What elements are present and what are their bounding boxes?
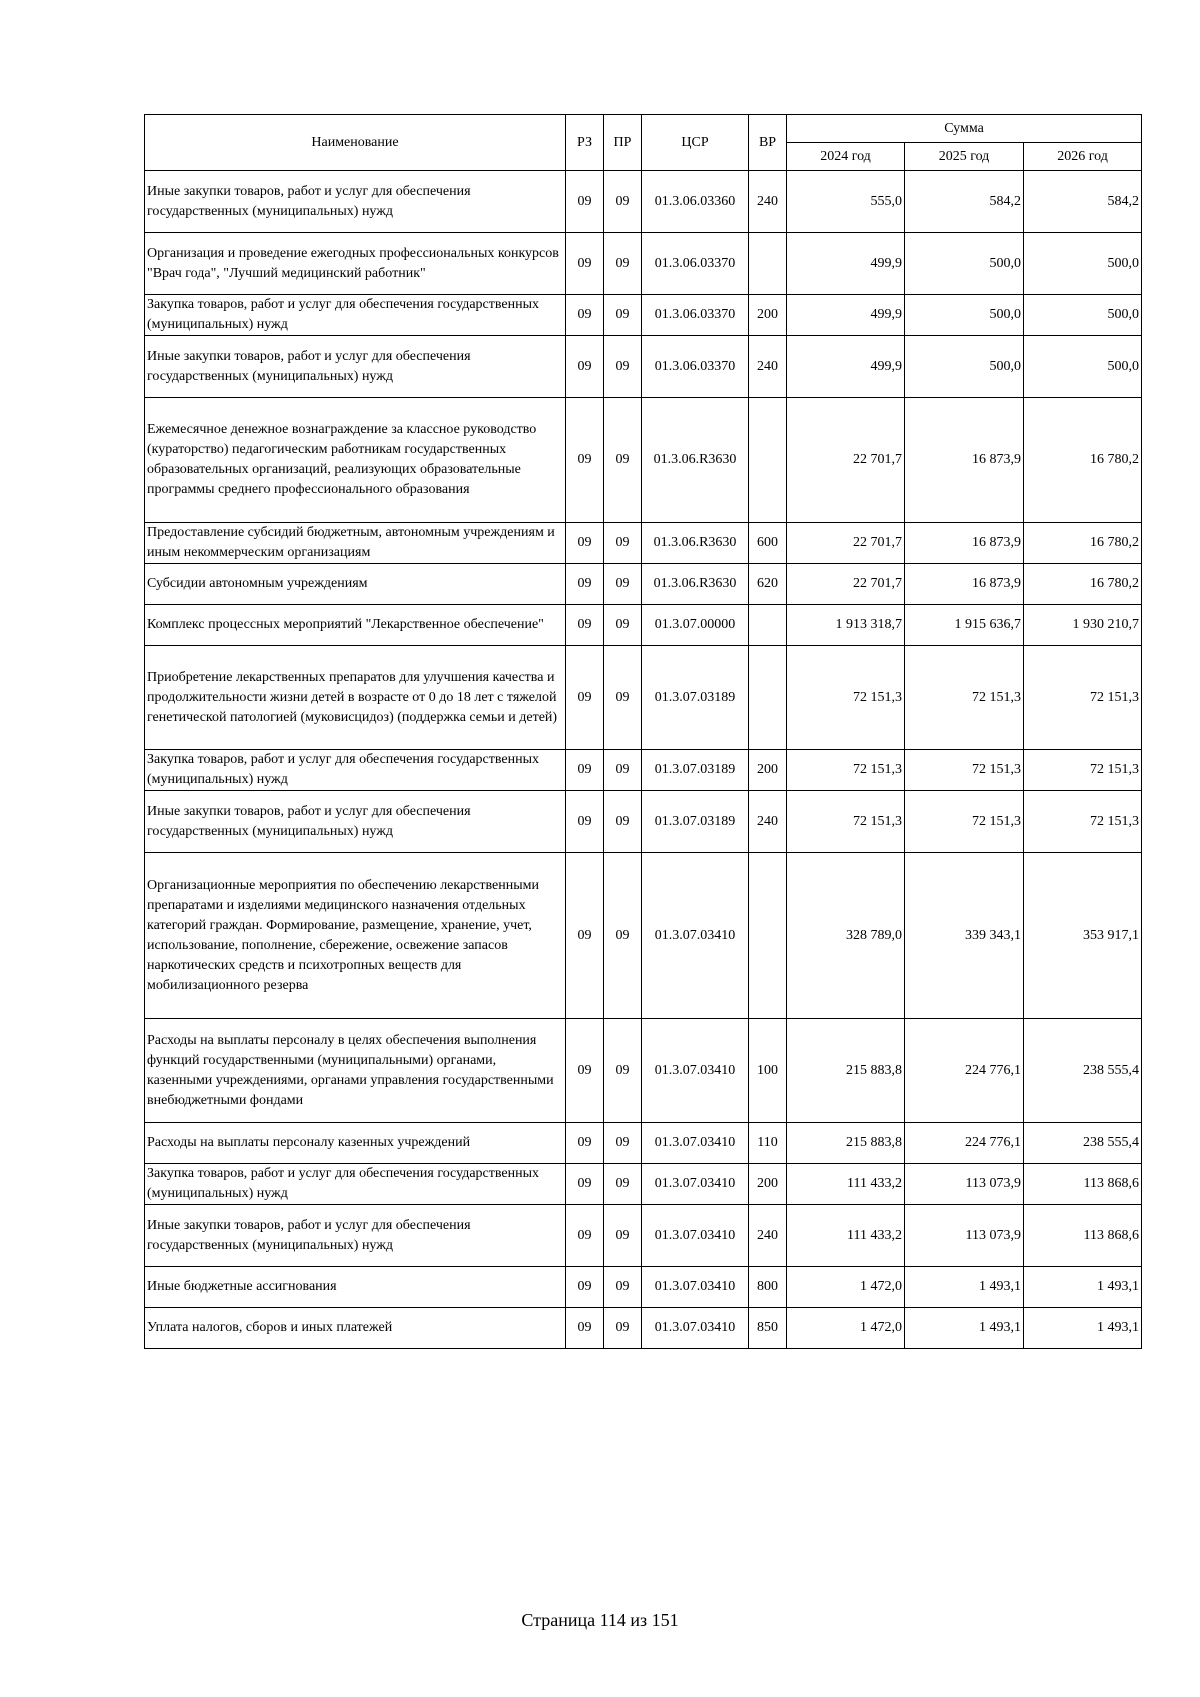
cell-rz: 09	[566, 1123, 604, 1164]
cell-pr: 09	[604, 233, 642, 295]
cell-vr	[749, 646, 787, 750]
cell-2025: 72 151,3	[905, 750, 1024, 791]
cell-name: Расходы на выплаты персоналу казенных учреждений	[145, 1123, 566, 1164]
cell-2025: 72 151,3	[905, 791, 1024, 853]
cell-vr: 200	[749, 295, 787, 336]
cell-pr: 09	[604, 1267, 642, 1308]
cell-csr: 01.3.07.03189	[642, 750, 749, 791]
cell-pr: 09	[604, 791, 642, 853]
cell-2024: 111 433,2	[787, 1164, 905, 1205]
cell-name: Иные закупки товаров, работ и услуг для обеспечения государственных (муниципальных) нужд	[145, 336, 566, 398]
cell-pr: 09	[604, 1019, 642, 1123]
cell-rz: 09	[566, 1205, 604, 1267]
cell-2024: 72 151,3	[787, 750, 905, 791]
cell-vr: 110	[749, 1123, 787, 1164]
cell-rz: 09	[566, 646, 604, 750]
cell-name: Иные закупки товаров, работ и услуг для обеспечения государственных (муниципальных) нужд	[145, 791, 566, 853]
cell-2024: 215 883,8	[787, 1019, 905, 1123]
cell-2024: 499,9	[787, 233, 905, 295]
cell-name: Закупка товаров, работ и услуг для обеспечения государственных (муниципальных) нужд	[145, 295, 566, 336]
cell-2026: 584,2	[1024, 171, 1142, 233]
cell-2026: 238 555,4	[1024, 1019, 1142, 1123]
cell-2026: 72 151,3	[1024, 750, 1142, 791]
cell-2026: 1 930 210,7	[1024, 605, 1142, 646]
col-header-rz: РЗ	[566, 115, 604, 171]
cell-2026: 113 868,6	[1024, 1164, 1142, 1205]
cell-rz: 09	[566, 853, 604, 1019]
table-row	[145, 1123, 1142, 1164]
cell-2025: 339 343,1	[905, 853, 1024, 1019]
cell-name: Организационные мероприятия по обеспечению лекарственными препаратами и изделиями медицинского назначения отдельных категорий граждан. Формирование, размещение, хранение, учет, использование, пополнение, сбережение, освежение запасов наркотических средств и психотропных веществ для мобилизационного резерва	[145, 853, 566, 1019]
cell-rz: 09	[566, 336, 604, 398]
cell-vr	[749, 398, 787, 523]
cell-vr: 620	[749, 564, 787, 605]
table-row	[145, 233, 1142, 295]
cell-2025: 224 776,1	[905, 1019, 1024, 1123]
cell-csr: 01.3.06.03360	[642, 171, 749, 233]
cell-rz: 09	[566, 791, 604, 853]
cell-rz: 09	[566, 1308, 604, 1349]
cell-rz: 09	[566, 233, 604, 295]
cell-2026: 16 780,2	[1024, 523, 1142, 564]
table-row	[145, 295, 1142, 336]
cell-2026: 72 151,3	[1024, 791, 1142, 853]
cell-2026: 500,0	[1024, 336, 1142, 398]
cell-vr: 240	[749, 1205, 787, 1267]
cell-2024: 22 701,7	[787, 564, 905, 605]
cell-csr: 01.3.07.00000	[642, 605, 749, 646]
cell-2025: 16 873,9	[905, 398, 1024, 523]
cell-rz: 09	[566, 171, 604, 233]
cell-csr: 01.3.07.03410	[642, 1205, 749, 1267]
cell-pr: 09	[604, 1123, 642, 1164]
cell-2024: 22 701,7	[787, 398, 905, 523]
cell-rz: 09	[566, 523, 604, 564]
col-header-vr: ВР	[749, 115, 787, 171]
cell-csr: 01.3.06.03370	[642, 295, 749, 336]
cell-pr: 09	[604, 750, 642, 791]
cell-2025: 1 915 636,7	[905, 605, 1024, 646]
cell-2026: 500,0	[1024, 295, 1142, 336]
cell-name: Ежемесячное денежное вознаграждение за классное руководство (кураторство) педагогическим работникам государственных образовательных организаций, реализующих образовательные программы среднего профессионального образования	[145, 398, 566, 523]
cell-pr: 09	[604, 646, 642, 750]
cell-2024: 1 472,0	[787, 1308, 905, 1349]
cell-2026: 1 493,1	[1024, 1267, 1142, 1308]
col-header-pr: ПР	[604, 115, 642, 171]
table-row	[145, 171, 1142, 233]
cell-2025: 1 493,1	[905, 1308, 1024, 1349]
table-row	[145, 791, 1142, 853]
table-row	[145, 1019, 1142, 1123]
table-row	[145, 750, 1142, 791]
cell-name: Организация и проведение ежегодных профессиональных конкурсов "Врач года", "Лучший медицинский работник"	[145, 233, 566, 295]
cell-name: Закупка товаров, работ и услуг для обеспечения государственных (муниципальных) нужд	[145, 1164, 566, 1205]
cell-csr: 01.3.07.03410	[642, 1308, 749, 1349]
cell-2026: 238 555,4	[1024, 1123, 1142, 1164]
cell-rz: 09	[566, 1019, 604, 1123]
cell-2026: 353 917,1	[1024, 853, 1142, 1019]
table-row	[145, 523, 1142, 564]
table-row	[145, 336, 1142, 398]
cell-vr: 800	[749, 1267, 787, 1308]
table-row	[145, 853, 1142, 1019]
col-header-name: Наименование	[145, 115, 566, 171]
cell-csr: 01.3.07.03410	[642, 853, 749, 1019]
cell-pr: 09	[604, 336, 642, 398]
cell-2026: 500,0	[1024, 233, 1142, 295]
cell-pr: 09	[604, 295, 642, 336]
cell-name: Иные бюджетные ассигнования	[145, 1267, 566, 1308]
cell-vr: 600	[749, 523, 787, 564]
table-row	[145, 398, 1142, 523]
cell-csr: 01.3.07.03189	[642, 791, 749, 853]
budget-table	[144, 114, 1142, 1349]
cell-name: Предоставление субсидий бюджетным, автономным учреждениям и иным некоммерческим организациям	[145, 523, 566, 564]
col-header-csr: ЦСР	[642, 115, 749, 171]
cell-2024: 1 472,0	[787, 1267, 905, 1308]
cell-vr: 850	[749, 1308, 787, 1349]
cell-pr: 09	[604, 171, 642, 233]
cell-2025: 113 073,9	[905, 1205, 1024, 1267]
cell-2025: 500,0	[905, 233, 1024, 295]
cell-2025: 16 873,9	[905, 523, 1024, 564]
cell-vr: 200	[749, 750, 787, 791]
cell-2025: 224 776,1	[905, 1123, 1024, 1164]
table-row	[145, 605, 1142, 646]
cell-name: Приобретение лекарственных препаратов для улучшения качества и продолжительности жизни детей в возрасте от 0 до 18 лет с тяжелой генетической патологией (муковисцидоз) (поддержка семьи и детей)	[145, 646, 566, 750]
cell-2024: 72 151,3	[787, 646, 905, 750]
cell-pr: 09	[604, 564, 642, 605]
cell-name: Иные закупки товаров, работ и услуг для обеспечения государственных (муниципальных) нужд	[145, 1205, 566, 1267]
cell-rz: 09	[566, 398, 604, 523]
cell-2025: 500,0	[905, 295, 1024, 336]
table-row	[145, 646, 1142, 750]
cell-vr: 100	[749, 1019, 787, 1123]
cell-csr: 01.3.06.03370	[642, 233, 749, 295]
cell-name: Комплекс процессных мероприятий "Лекарственное обеспечение"	[145, 605, 566, 646]
cell-vr	[749, 853, 787, 1019]
cell-name: Субсидии автономным учреждениям	[145, 564, 566, 605]
table-row	[145, 1205, 1142, 1267]
cell-csr: 01.3.07.03410	[642, 1267, 749, 1308]
table-body	[145, 171, 1142, 1349]
table-row	[145, 564, 1142, 605]
cell-csr: 01.3.07.03410	[642, 1123, 749, 1164]
cell-name: Уплата налогов, сборов и иных платежей	[145, 1308, 566, 1349]
col-header-2026: 2026 год	[1024, 143, 1142, 171]
cell-vr: 200	[749, 1164, 787, 1205]
cell-rz: 09	[566, 295, 604, 336]
cell-csr: 01.3.06.03370	[642, 336, 749, 398]
col-header-sum: Сумма	[787, 115, 1142, 143]
cell-2025: 500,0	[905, 336, 1024, 398]
table-row	[145, 1164, 1142, 1205]
cell-2026: 1 493,1	[1024, 1308, 1142, 1349]
col-header-2024: 2024 год	[787, 143, 905, 171]
cell-2024: 22 701,7	[787, 523, 905, 564]
cell-pr: 09	[604, 523, 642, 564]
cell-vr	[749, 233, 787, 295]
cell-2024: 111 433,2	[787, 1205, 905, 1267]
cell-pr: 09	[604, 605, 642, 646]
cell-name: Расходы на выплаты персоналу в целях обеспечения выполнения функций государственными (муниципальными) органами, казенными учреждениями, органами управления государственными внебюджетными фондами	[145, 1019, 566, 1123]
col-header-2025: 2025 год	[905, 143, 1024, 171]
cell-csr: 01.3.07.03410	[642, 1019, 749, 1123]
cell-csr: 01.3.06.R3630	[642, 564, 749, 605]
cell-vr: 240	[749, 791, 787, 853]
cell-2025: 584,2	[905, 171, 1024, 233]
cell-2024: 328 789,0	[787, 853, 905, 1019]
cell-pr: 09	[604, 398, 642, 523]
cell-vr: 240	[749, 336, 787, 398]
cell-csr: 01.3.06.R3630	[642, 398, 749, 523]
table-row	[145, 1267, 1142, 1308]
cell-2025: 16 873,9	[905, 564, 1024, 605]
cell-name: Иные закупки товаров, работ и услуг для обеспечения государственных (муниципальных) нужд	[145, 171, 566, 233]
cell-rz: 09	[566, 605, 604, 646]
cell-pr: 09	[604, 1164, 642, 1205]
cell-csr: 01.3.07.03410	[642, 1164, 749, 1205]
cell-pr: 09	[604, 853, 642, 1019]
cell-2026: 72 151,3	[1024, 646, 1142, 750]
cell-2025: 1 493,1	[905, 1267, 1024, 1308]
cell-2025: 113 073,9	[905, 1164, 1024, 1205]
cell-pr: 09	[604, 1205, 642, 1267]
cell-vr: 240	[749, 171, 787, 233]
cell-2024: 72 151,3	[787, 791, 905, 853]
cell-2026: 16 780,2	[1024, 564, 1142, 605]
cell-2024: 555,0	[787, 171, 905, 233]
cell-rz: 09	[566, 750, 604, 791]
header-row-1	[145, 115, 1142, 143]
cell-2026: 16 780,2	[1024, 398, 1142, 523]
cell-2024: 215 883,8	[787, 1123, 905, 1164]
cell-2025: 72 151,3	[905, 646, 1024, 750]
cell-2024: 499,9	[787, 336, 905, 398]
cell-2026: 113 868,6	[1024, 1205, 1142, 1267]
cell-pr: 09	[604, 1308, 642, 1349]
page-number: Страница 114 из 151	[521, 1610, 679, 1630]
cell-2024: 1 913 318,7	[787, 605, 905, 646]
cell-rz: 09	[566, 564, 604, 605]
cell-name: Закупка товаров, работ и услуг для обеспечения государственных (муниципальных) нужд	[145, 750, 566, 791]
cell-csr: 01.3.07.03189	[642, 646, 749, 750]
cell-csr: 01.3.06.R3630	[642, 523, 749, 564]
cell-2024: 499,9	[787, 295, 905, 336]
table-row	[145, 1308, 1142, 1349]
cell-rz: 09	[566, 1164, 604, 1205]
cell-vr	[749, 605, 787, 646]
cell-rz: 09	[566, 1267, 604, 1308]
